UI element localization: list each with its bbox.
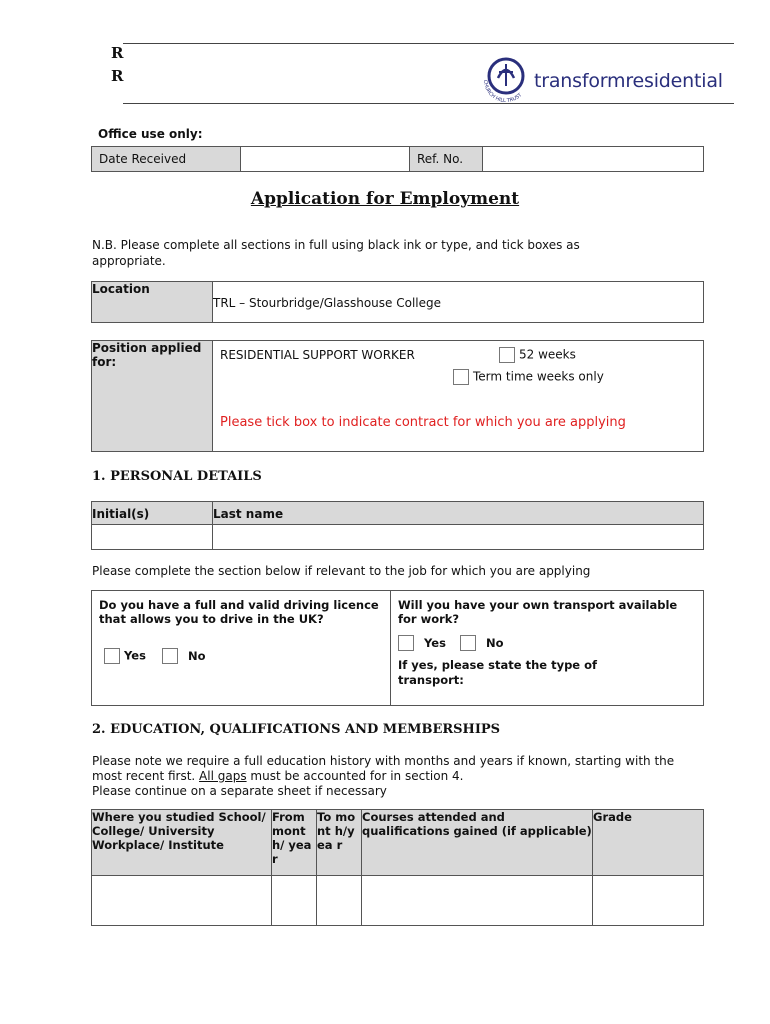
office-use-title: Office use only: <box>98 127 203 141</box>
personal-details-table <box>91 501 704 550</box>
initials-header: Initial(s) <box>92 502 213 525</box>
instructions-note: N.B. Please complete all sections in full using black ink or type, and tick boxes as appropriate. <box>92 238 580 268</box>
date-received-field[interactable] <box>241 147 410 172</box>
section-2-heading: 2. EDUCATION, QUALIFICATIONS AND MEMBERSHIPS <box>92 722 501 737</box>
education-note-line3: Please continue on a separate sheet if necessary <box>92 784 387 798</box>
section-1-heading: 1. PERSONAL DETAILS <box>92 469 262 484</box>
last-name-field[interactable] <box>213 525 704 550</box>
option-52-weeks[interactable] <box>499 347 576 363</box>
transport-yes-checkbox[interactable] <box>398 635 414 651</box>
licence-no-checkbox[interactable] <box>162 648 178 664</box>
education-note <box>92 754 692 799</box>
contract-instruction: Please tick box to indicate contract for which you are applying <box>220 415 626 430</box>
relevance-note: Please complete the section below if relevant to the job for which you are applying <box>92 564 591 578</box>
col-grade: Grade <box>593 810 704 876</box>
transport-type-question: If yes, please state the type of transport: <box>398 658 598 687</box>
licence-yes-checkbox[interactable] <box>104 648 120 664</box>
header-letter-2: R <box>111 67 124 85</box>
licence-no-label: No <box>187 648 206 663</box>
col-courses: Courses attended and qualifications gained (if applicable) <box>362 810 593 876</box>
education-from-field[interactable] <box>272 876 317 926</box>
col-where-studied: Where you studied School/ College/ University Workplace/ Institute <box>92 810 272 876</box>
ref-no-label: Ref. No. <box>410 147 483 172</box>
last-name-header: Last name <box>213 502 704 525</box>
transport-cell <box>391 591 704 706</box>
transport-options <box>398 635 503 651</box>
location-table <box>91 281 704 323</box>
transport-no-label: No <box>485 635 504 650</box>
transform-residential-logo <box>478 50 728 110</box>
date-received-label: Date Received <box>92 147 241 172</box>
education-courses-field[interactable] <box>362 876 593 926</box>
header-letter-1: R <box>111 44 124 62</box>
licence-question: Do you have a full and valid driving licence that allows you to drive in the UK? <box>99 598 379 626</box>
licence-cell <box>92 591 391 706</box>
transport-table <box>91 590 704 706</box>
checkbox-term-time[interactable] <box>453 369 469 385</box>
transport-yes-label: Yes <box>424 635 446 650</box>
position-label: Position applied for: <box>92 341 213 452</box>
church-hill-trust-emblem <box>478 50 536 110</box>
education-where-field[interactable] <box>92 876 272 926</box>
education-table <box>91 809 704 926</box>
office-use-table <box>91 146 704 172</box>
education-note-all-gaps: All gaps <box>199 769 247 783</box>
education-grade-field[interactable] <box>593 876 704 926</box>
location-value[interactable]: TRL – Stourbridge/Glasshouse College <box>213 282 704 323</box>
education-note-part2: must be accounted for in section 4. <box>246 769 464 783</box>
col-from: From mont h/ year <box>272 810 317 876</box>
education-note-part1: Please note we require a full education history with months and years if known, starting with the most recent first. <box>92 754 675 783</box>
licence-yes-label: Yes <box>124 648 146 663</box>
position-table <box>91 340 704 452</box>
logo-ring-text: CHURCH HILL TRUST <box>481 79 524 105</box>
transport-question: Will you have your own transport available for work? <box>398 598 678 626</box>
position-value: RESIDENTIAL SUPPORT WORKER <box>220 348 415 362</box>
option-52-weeks-label: 52 weeks <box>519 347 576 362</box>
col-to: To mont h/yea r <box>317 810 362 876</box>
transport-no-checkbox[interactable] <box>460 635 476 651</box>
page-title: Application for Employment <box>250 189 520 209</box>
option-term-time-label: Term time weeks only <box>473 369 604 384</box>
education-to-field[interactable] <box>317 876 362 926</box>
initials-field[interactable] <box>92 525 213 550</box>
location-label: Location <box>92 282 213 323</box>
position-cell <box>213 341 704 452</box>
logo-wordmark: transformresidential <box>534 70 723 92</box>
licence-options <box>104 648 205 664</box>
header-top-rule <box>123 43 734 44</box>
ref-no-field[interactable] <box>483 147 704 172</box>
checkbox-52-weeks[interactable] <box>499 347 515 363</box>
option-term-time[interactable] <box>453 369 604 385</box>
